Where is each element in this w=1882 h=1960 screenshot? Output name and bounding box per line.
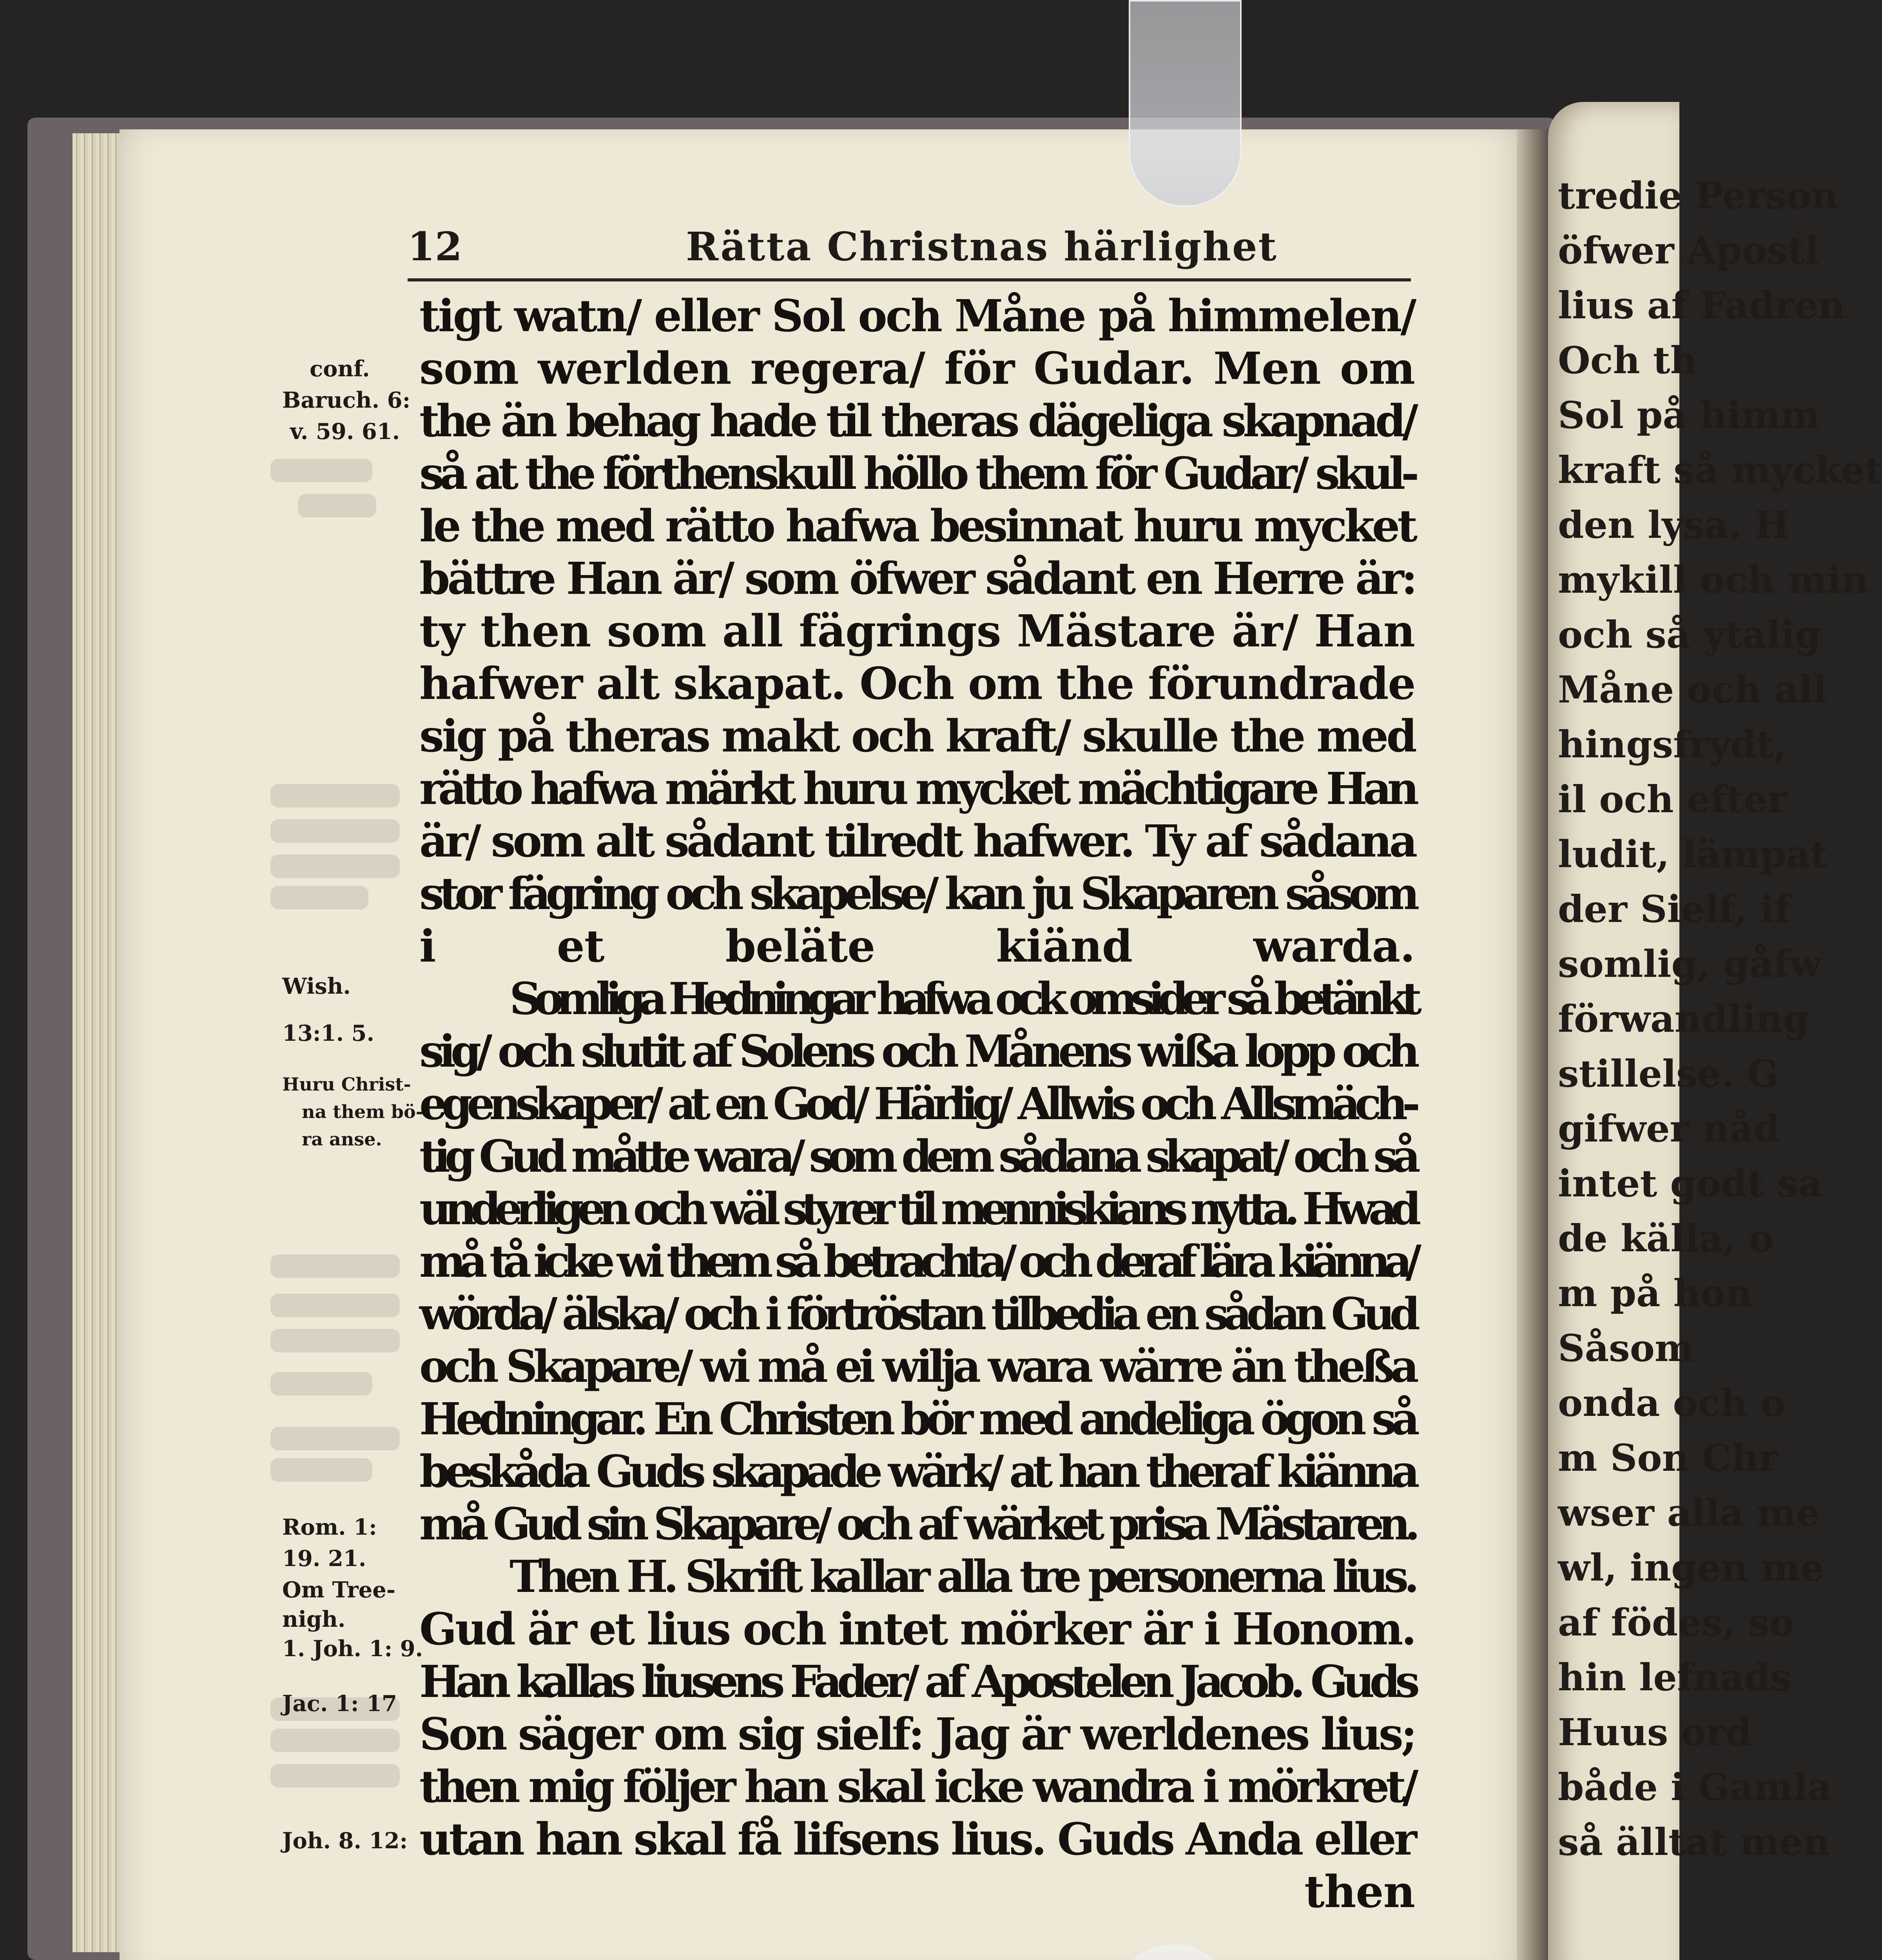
text-line: utan han skal få lifsens lius. Guds Anda eller — [419, 1814, 1415, 1865]
text-line: må Gud sin Skapare/ och af wärket prisa Mästaren. — [419, 1499, 1415, 1550]
margin-note: na them bö- — [302, 1101, 423, 1122]
margin-note: 19. 21. — [282, 1546, 366, 1572]
facing-line: öfwer Apostl — [1558, 229, 1819, 272]
facing-line: förwandling — [1558, 997, 1809, 1041]
text-line: Somliga Hedningar hafwa ock omsider så betänkt — [509, 973, 1415, 1025]
margin-note: Baruch. 6: — [282, 387, 411, 413]
facing-line: ludit, lämpat — [1558, 833, 1828, 876]
text-line: är/ som alt sådant tilredt hafwer. Ty af sådana — [419, 816, 1415, 867]
text-line: må tå icke wi them så betrachta/ och deraf lära kiänna/ — [419, 1236, 1415, 1287]
facing-line: kraft så mycket — [1558, 448, 1882, 492]
facing-page — [1548, 102, 1882, 1960]
facing-line: så älltat men — [1558, 1820, 1830, 1864]
text-line: the än behag hade til theras dägeliga skapnad/ — [419, 396, 1415, 447]
text-line: Han kallas liusens Fader/ af Apostelen Jacob. Guds — [419, 1656, 1415, 1708]
facing-line: och så ytalig — [1558, 613, 1821, 657]
facing-line: tredie Person — [1558, 174, 1838, 218]
facing-line: Måne och all — [1558, 668, 1827, 711]
margin-note: Huru Christ- — [282, 1074, 411, 1095]
text-line: hafwer alt skapat. Och om the förundrade — [419, 658, 1415, 710]
facing-line: både i Gamla — [1558, 1766, 1831, 1809]
running-title: Rätta Christnas härlighet — [686, 223, 1278, 270]
margin-note: Rom. 1: — [282, 1514, 377, 1540]
body-text — [419, 290, 1415, 1918]
margin-note: conf. — [310, 356, 370, 382]
facing-line: de källa, o — [1558, 1217, 1774, 1260]
facing-line: il och efter — [1558, 778, 1787, 821]
margin-note: 1. Joh. 1: 9. — [282, 1636, 423, 1662]
facing-line: den lysa. H — [1558, 503, 1790, 547]
running-head — [408, 220, 1411, 286]
facing-line: mykill och min — [1558, 558, 1868, 602]
text-line: then mig följer han skal icke wandra i mörkret/ — [419, 1761, 1415, 1813]
facing-line: hin lefnads — [1558, 1656, 1791, 1699]
facing-line: af födes, so — [1558, 1601, 1795, 1644]
facing-line: wl, ingen me — [1558, 1546, 1824, 1590]
facing-line: Huus ord — [1558, 1711, 1752, 1754]
facing-line: m på hon — [1558, 1272, 1753, 1315]
facing-line: onda och o — [1558, 1381, 1786, 1425]
catchword: then — [1304, 1866, 1415, 1918]
text-line: i et beläte kiänd warda. — [419, 921, 1415, 972]
margin-note: Joh. 8. 12: — [282, 1828, 408, 1854]
header-rule — [408, 278, 1411, 281]
text-line: Hedningar. En Christen bör med andeliga ögon så — [419, 1394, 1415, 1445]
text-line: sig/ och slutit af Solens och Månens wißa lopp och — [419, 1026, 1415, 1077]
facing-line: hingsfrydt, — [1558, 723, 1787, 766]
text-line: bättre Han är/ som öfwer sådant en Herre är: — [419, 553, 1415, 604]
margin-note: Jac. 1: 17 — [282, 1691, 397, 1717]
text-line: Son säger om sig sielf: Jag är werldenes lius; — [419, 1709, 1415, 1760]
facing-line: lius af Fadren — [1558, 284, 1846, 327]
text-line: och Skapare/ wi må ei wilja wara wärre än theßa — [419, 1341, 1415, 1392]
margin-note: v. 59. 61. — [290, 419, 400, 445]
facing-line: stillelse. G — [1558, 1052, 1779, 1096]
margin-note: 13:1. 5. — [282, 1020, 375, 1046]
facing-line: m Son Chr — [1558, 1436, 1779, 1480]
text-line: Then H. Skrift kallar alla tre personerna lius. — [509, 1551, 1415, 1602]
text-line: ty then som all fägrings Mästare är/ Han — [419, 606, 1415, 657]
facing-line: Såsom — [1558, 1327, 1694, 1370]
text-line: stor fägring och skapelse/ kan ju Skaparen såsom — [419, 868, 1415, 920]
page-edges — [73, 133, 127, 1952]
facing-line: intet godt sa — [1558, 1162, 1822, 1205]
page-number: 12 — [408, 223, 462, 270]
text-line: tig Gud måtte wara/ som dem sådana skapat/ och så — [419, 1131, 1415, 1182]
margin-note: Om Tree- — [282, 1577, 396, 1603]
text-line: så at the förthenskull höllo them för Gudar/ skul- — [419, 448, 1415, 499]
text-line: tigt watn/ eller Sol och Måne på himmelen/ — [419, 290, 1415, 342]
margin-note: Wish. — [282, 973, 351, 999]
margin-note: nigh. — [282, 1606, 346, 1632]
facing-line: Och th — [1558, 339, 1697, 382]
margin-note: ra anse. — [302, 1129, 382, 1150]
text-line: Gud är et lius och intet mörker är i Honom. — [419, 1604, 1415, 1655]
text-line: le the med rätto hafwa besinnat huru mycket — [419, 501, 1415, 552]
facing-line: Sol på himm — [1558, 394, 1820, 437]
facing-page-text — [1558, 169, 1882, 1870]
facing-line: somlig, gåfw — [1558, 942, 1822, 986]
margin-notes — [282, 290, 423, 1897]
text-line: rätto hafwa märkt huru mycket mächtigare Han — [419, 763, 1415, 815]
text-line: som werlden regera/ för Gudar. Men om — [419, 343, 1415, 394]
text-line: wörda/ älska/ och i förtröstan tilbedia en sådan Gud — [419, 1289, 1415, 1340]
facing-line: gifwer nåd — [1558, 1107, 1780, 1151]
text-line: beskåda Guds skapade wärk/ at han theraf kiänna — [419, 1446, 1415, 1497]
facing-line: wser alla me — [1558, 1491, 1820, 1535]
text-line: underligen och wäl styrer til menniskians nytta. Hwad — [419, 1183, 1415, 1235]
page-holder-clip-top — [1129, 0, 1242, 207]
text-line: egenskaper/ at en God/ Härlig/ Allwis och Allsmäch- — [419, 1078, 1415, 1130]
facing-line: der Sielf, if — [1558, 887, 1791, 931]
text-line: sig på theras makt och kraft/ skulle the med — [419, 711, 1415, 762]
